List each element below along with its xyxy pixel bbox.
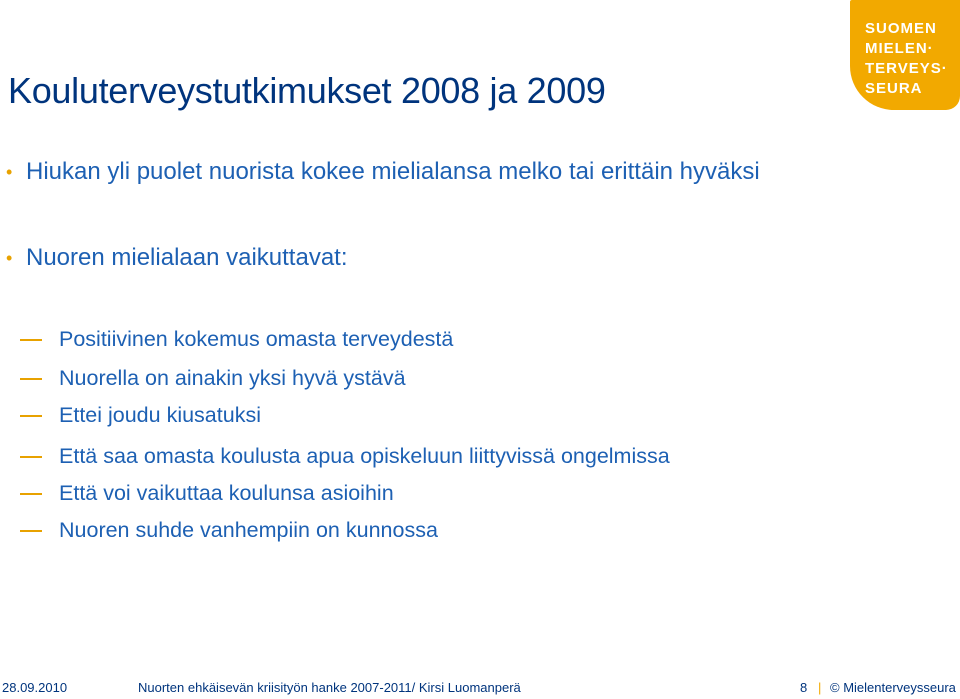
dash-icon (20, 378, 42, 380)
sub-bullet-item (20, 403, 261, 428)
page-number: 8 (800, 680, 808, 695)
dash-icon (20, 493, 42, 495)
sub-bullet-item (20, 327, 453, 352)
sub-bullet-item (20, 518, 438, 543)
footer-copyright: © Mielenterveysseura (830, 680, 956, 695)
dash-icon (20, 415, 42, 417)
sub-bullet-text: Että saa omasta koulusta apua opiskeluun liittyvissä ongelmissa (59, 444, 670, 468)
logo-line: MIELEN· (865, 40, 934, 57)
slide-title: Kouluterveystutkimukset 2008 ja 2009 (8, 70, 606, 111)
bullet-text: Nuoren mielialaan vaikuttavat: (26, 244, 348, 271)
sub-bullet-text: Ettei joudu kiusatuksi (59, 403, 261, 427)
logo-line: SEURA (865, 80, 923, 97)
sub-bullet-text: Että voi vaikuttaa koulunsa asioihin (59, 481, 394, 505)
sub-bullet-text: Positiivinen kokemus omasta terveydestä (59, 327, 454, 351)
organization-logo (850, 0, 960, 110)
bullet-dot-icon: • (6, 162, 13, 182)
bullet-dot-icon: • (6, 248, 13, 268)
sub-bullet-text: Nuoren suhde vanhempiin on kunnossa (59, 518, 438, 542)
bullet-item (6, 158, 760, 186)
sub-bullet-item (20, 444, 670, 469)
footer-date: 28.09.2010 (2, 680, 68, 695)
logo-line: TERVEYS· (865, 60, 948, 77)
dash-icon (20, 530, 42, 532)
dash-icon (20, 456, 42, 458)
sub-bullet-item (20, 366, 406, 391)
footer-project: Nuorten ehkäisevän kriisityön hanke 2007-2011/ Kirsi Luomanperä (138, 680, 521, 695)
dash-icon (20, 339, 42, 341)
slide-footer (0, 678, 960, 699)
bullet-text: Hiukan yli puolet nuorista kokee mielialansa melko tai erittäin hyväksi (26, 158, 760, 185)
logo-line: SUOMEN (865, 20, 937, 37)
footer-separator: | (818, 680, 822, 695)
sub-bullet-item (20, 481, 394, 506)
sub-bullet-text: Nuorella on ainakin yksi hyvä ystävä (59, 366, 406, 390)
bullet-item (6, 244, 348, 272)
